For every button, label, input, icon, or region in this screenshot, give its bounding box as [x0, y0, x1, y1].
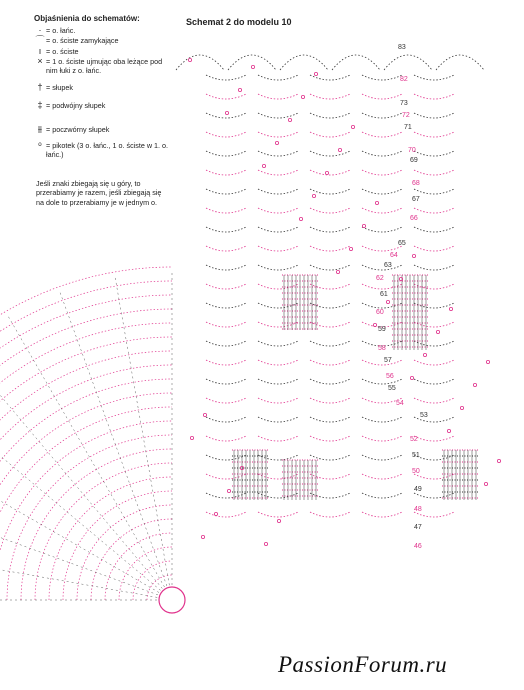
- row-number: 63: [384, 262, 392, 269]
- legend-symbol: ⫵: [37, 123, 43, 134]
- row-number: 52: [410, 436, 418, 443]
- chain-arc: [310, 436, 350, 441]
- picot: [386, 300, 389, 303]
- picot: [203, 413, 206, 416]
- chain-arc: [206, 493, 246, 498]
- picot: [299, 217, 302, 220]
- picot: [275, 141, 278, 144]
- picot: [447, 429, 450, 432]
- chain-arc: [414, 284, 454, 289]
- row-number: 83: [398, 44, 406, 51]
- chain-arc: [206, 151, 246, 156]
- row-number: 51: [412, 452, 420, 459]
- picot: [325, 171, 328, 174]
- fan-round: [0, 267, 172, 600]
- chain-arc: [310, 151, 350, 156]
- chain-arc: [206, 132, 246, 137]
- fan-round: [0, 379, 172, 600]
- chain-arc: [206, 265, 246, 270]
- chain-arc: [258, 75, 298, 80]
- legend-symbol: ı: [38, 45, 42, 56]
- picot: [301, 95, 304, 98]
- picot: [336, 270, 339, 273]
- chain-arc: [206, 189, 246, 194]
- picot: [227, 489, 230, 492]
- chain-arc: [206, 360, 246, 365]
- row-number: 72: [402, 112, 410, 119]
- chain-arc: [258, 151, 298, 156]
- fan-round: [0, 337, 172, 600]
- chain-arc: [362, 284, 402, 289]
- row-number: 54: [396, 400, 404, 407]
- row-number: 73: [400, 100, 408, 107]
- chain-arc: [206, 170, 246, 175]
- scallop: [280, 55, 328, 70]
- scallop: [332, 55, 380, 70]
- picot: [473, 383, 476, 386]
- row-number: 70: [408, 147, 416, 154]
- chain-arc: [362, 75, 402, 80]
- chain-arc: [414, 189, 454, 194]
- row-number: 67: [412, 196, 420, 203]
- chain-arc: [258, 398, 298, 403]
- chain-arc: [362, 493, 402, 498]
- row-number: 55: [388, 385, 396, 392]
- chain-arc: [362, 132, 402, 137]
- chain-arc: [362, 436, 402, 441]
- chain-arc: [362, 512, 402, 517]
- legend-text: = o. łańc.: [46, 26, 76, 36]
- row-number: 47: [414, 524, 422, 531]
- fan-round: [105, 533, 172, 600]
- chain-arc: [362, 189, 402, 194]
- chain-arc: [258, 208, 298, 213]
- chain-arc: [258, 512, 298, 517]
- picot: [423, 353, 426, 356]
- picot: [264, 542, 267, 545]
- picot: [351, 125, 354, 128]
- picot: [349, 247, 352, 250]
- fan-round: [63, 491, 172, 600]
- chain-arc: [310, 341, 350, 346]
- chain-arc: [414, 398, 454, 403]
- legend-symbol: ×: [37, 55, 43, 66]
- chain-arc: [362, 113, 402, 118]
- fan-round: [0, 281, 172, 600]
- chain-arc: [414, 227, 454, 232]
- chain-arc: [258, 379, 298, 384]
- chain-arc: [362, 246, 402, 251]
- chain-arc: [258, 94, 298, 99]
- row-number: 53: [420, 412, 428, 419]
- fan-round: [0, 365, 172, 600]
- fan-spoke: [0, 388, 161, 590]
- chain-arc: [414, 94, 454, 99]
- row-number: 68: [412, 180, 420, 187]
- legend-text: = poczwórny słupek: [46, 124, 110, 134]
- chain-arc: [362, 151, 402, 156]
- chain-arc: [310, 512, 350, 517]
- chain-arc: [206, 94, 246, 99]
- row-number: 65: [398, 240, 406, 247]
- chain-arc: [414, 208, 454, 213]
- scallop: [436, 55, 484, 70]
- chain-arc: [362, 379, 402, 384]
- chain-arc: [362, 303, 402, 308]
- chain-arc: [414, 75, 454, 80]
- chain-arc: [310, 398, 350, 403]
- chain-arc: [258, 189, 298, 194]
- main-pattern: [176, 55, 501, 546]
- picot: [314, 72, 317, 75]
- chain-arc: [206, 227, 246, 232]
- row-number: 48: [414, 506, 422, 513]
- chain-arc: [310, 170, 350, 175]
- fan-round: [133, 561, 172, 600]
- chain-arc: [414, 265, 454, 270]
- chain-arc: [206, 284, 246, 289]
- legend-text: = o. ściste zamykające: [46, 36, 119, 46]
- chain-arc: [310, 208, 350, 213]
- chain-arc: [414, 132, 454, 137]
- row-number: 66: [410, 215, 418, 222]
- chain-arc: [206, 474, 246, 479]
- picot: [449, 307, 452, 310]
- chain-arc: [206, 322, 246, 327]
- row-number: 71: [404, 124, 412, 131]
- chain-arc: [310, 227, 350, 232]
- row-number: 46: [414, 543, 422, 550]
- chain-arc: [258, 341, 298, 346]
- picot: [410, 376, 413, 379]
- picot: [277, 519, 280, 522]
- picot: [460, 406, 463, 409]
- chain-arc: [206, 398, 246, 403]
- row-number: 64: [390, 252, 398, 259]
- row-number: 56: [386, 373, 394, 380]
- chain-arc: [206, 341, 246, 346]
- picot: [251, 65, 254, 68]
- legend-text: = pikotek (3 o. łańc., 1 o. ściste w 1. o. łańc.): [46, 140, 169, 160]
- picot: [497, 459, 500, 462]
- chain-arc: [258, 246, 298, 251]
- row-number: 58: [378, 345, 386, 352]
- legend-title: Objaśnienia do schematów:: [34, 14, 140, 23]
- instruction-note: Jeśli znaki zbiegają się u góry, to przerabiamy je razem, jeśli zbiegają się na dole to przerabiamy je w jednym o.: [36, 179, 162, 207]
- legend-symbol: ‡: [37, 100, 43, 111]
- legend-text: = podwójny słupek: [46, 101, 106, 111]
- legend-text: = słupek: [46, 83, 73, 93]
- chain-arc: [414, 246, 454, 251]
- legend-symbol: ᵒ: [38, 139, 42, 150]
- chain-arc: [310, 417, 350, 422]
- chain-arc: [310, 379, 350, 384]
- chain-arc: [258, 417, 298, 422]
- chain-arc: [258, 113, 298, 118]
- chain-arc: [362, 455, 402, 460]
- chain-arc: [414, 341, 454, 346]
- picot: [214, 512, 217, 515]
- center-ring: [159, 587, 185, 613]
- chain-arc: [310, 132, 350, 137]
- chain-arc: [206, 303, 246, 308]
- row-number: 82: [400, 76, 408, 83]
- fan-spoke: [59, 290, 167, 586]
- chain-arc: [258, 360, 298, 365]
- chain-arc: [258, 436, 298, 441]
- chain-arc: [414, 303, 454, 308]
- chain-arc: [414, 379, 454, 384]
- chain-arc: [362, 474, 402, 479]
- chain-arc: [310, 94, 350, 99]
- fan-round: [0, 295, 172, 600]
- picot: [486, 360, 489, 363]
- chain-arc: [206, 512, 246, 517]
- fan-spoke: [0, 543, 157, 598]
- picot: [436, 330, 439, 333]
- chain-arc: [362, 208, 402, 213]
- picot: [238, 88, 241, 91]
- chain-arc: [310, 455, 350, 460]
- chain-arc: [258, 455, 298, 460]
- chain-arc: [414, 436, 454, 441]
- fan-spoke: [0, 487, 158, 595]
- chain-arc: [206, 417, 246, 422]
- picot: [225, 111, 228, 114]
- fan-spoke: [115, 275, 170, 585]
- picot: [190, 436, 193, 439]
- chain-arc: [258, 265, 298, 270]
- chain-arc: [414, 170, 454, 175]
- chain-arc: [310, 246, 350, 251]
- row-number: 69: [410, 157, 418, 164]
- fan-round: [0, 407, 172, 600]
- fan-round: [0, 323, 172, 600]
- picot: [312, 194, 315, 197]
- picot: [188, 58, 191, 61]
- chain-arc: [414, 360, 454, 365]
- chain-arc: [310, 360, 350, 365]
- row-number: 57: [384, 357, 392, 364]
- picot: [201, 535, 204, 538]
- picot: [338, 148, 341, 151]
- legend-symbol: †: [37, 82, 43, 93]
- chain-arc: [206, 379, 246, 384]
- schema-title: Schemat 2 do modelu 10: [186, 17, 292, 27]
- row-number: 49: [414, 486, 422, 493]
- chain-arc: [362, 265, 402, 270]
- chain-arc: [206, 246, 246, 251]
- legend-text: = 1 o. ściste ujmując oba leżące pod nim łuki z o. łańc.: [46, 56, 163, 76]
- chain-arc: [258, 227, 298, 232]
- chain-arc: [206, 436, 246, 441]
- picot: [375, 201, 378, 204]
- chain-arc: [362, 227, 402, 232]
- chain-arc: [414, 113, 454, 118]
- picot: [262, 164, 265, 167]
- fan-round: [0, 421, 172, 600]
- picot: [288, 118, 291, 121]
- row-number: 62: [376, 275, 384, 282]
- chain-arc: [258, 132, 298, 137]
- chain-arc: [362, 417, 402, 422]
- row-number: 59: [378, 326, 386, 333]
- chain-arc: [362, 94, 402, 99]
- chain-arc: [310, 113, 350, 118]
- fan-pattern: [0, 267, 185, 613]
- watermark: PassionForum.ru: [278, 652, 448, 677]
- row-number: 50: [412, 468, 420, 475]
- chain-arc: [362, 170, 402, 175]
- row-number: 61: [380, 291, 388, 298]
- row-number: 60: [376, 309, 384, 316]
- chain-arc: [206, 75, 246, 80]
- legend-text: = o. ściste: [46, 46, 79, 56]
- legend-symbol: ·: [38, 25, 42, 36]
- chain-arc: [362, 360, 402, 365]
- legend-symbol: ⌒: [35, 35, 45, 46]
- chain-arc: [258, 170, 298, 175]
- chain-arc: [206, 208, 246, 213]
- picot: [484, 482, 487, 485]
- fan-spoke: [0, 435, 159, 593]
- picot: [412, 254, 415, 257]
- picot: [362, 224, 365, 227]
- chain-arc: [310, 189, 350, 194]
- scallop: [176, 55, 224, 70]
- chain-arc: [414, 151, 454, 156]
- scallop: [384, 55, 432, 70]
- fan-round: [7, 435, 172, 600]
- chain-arc: [310, 265, 350, 270]
- fan-round: [91, 519, 172, 600]
